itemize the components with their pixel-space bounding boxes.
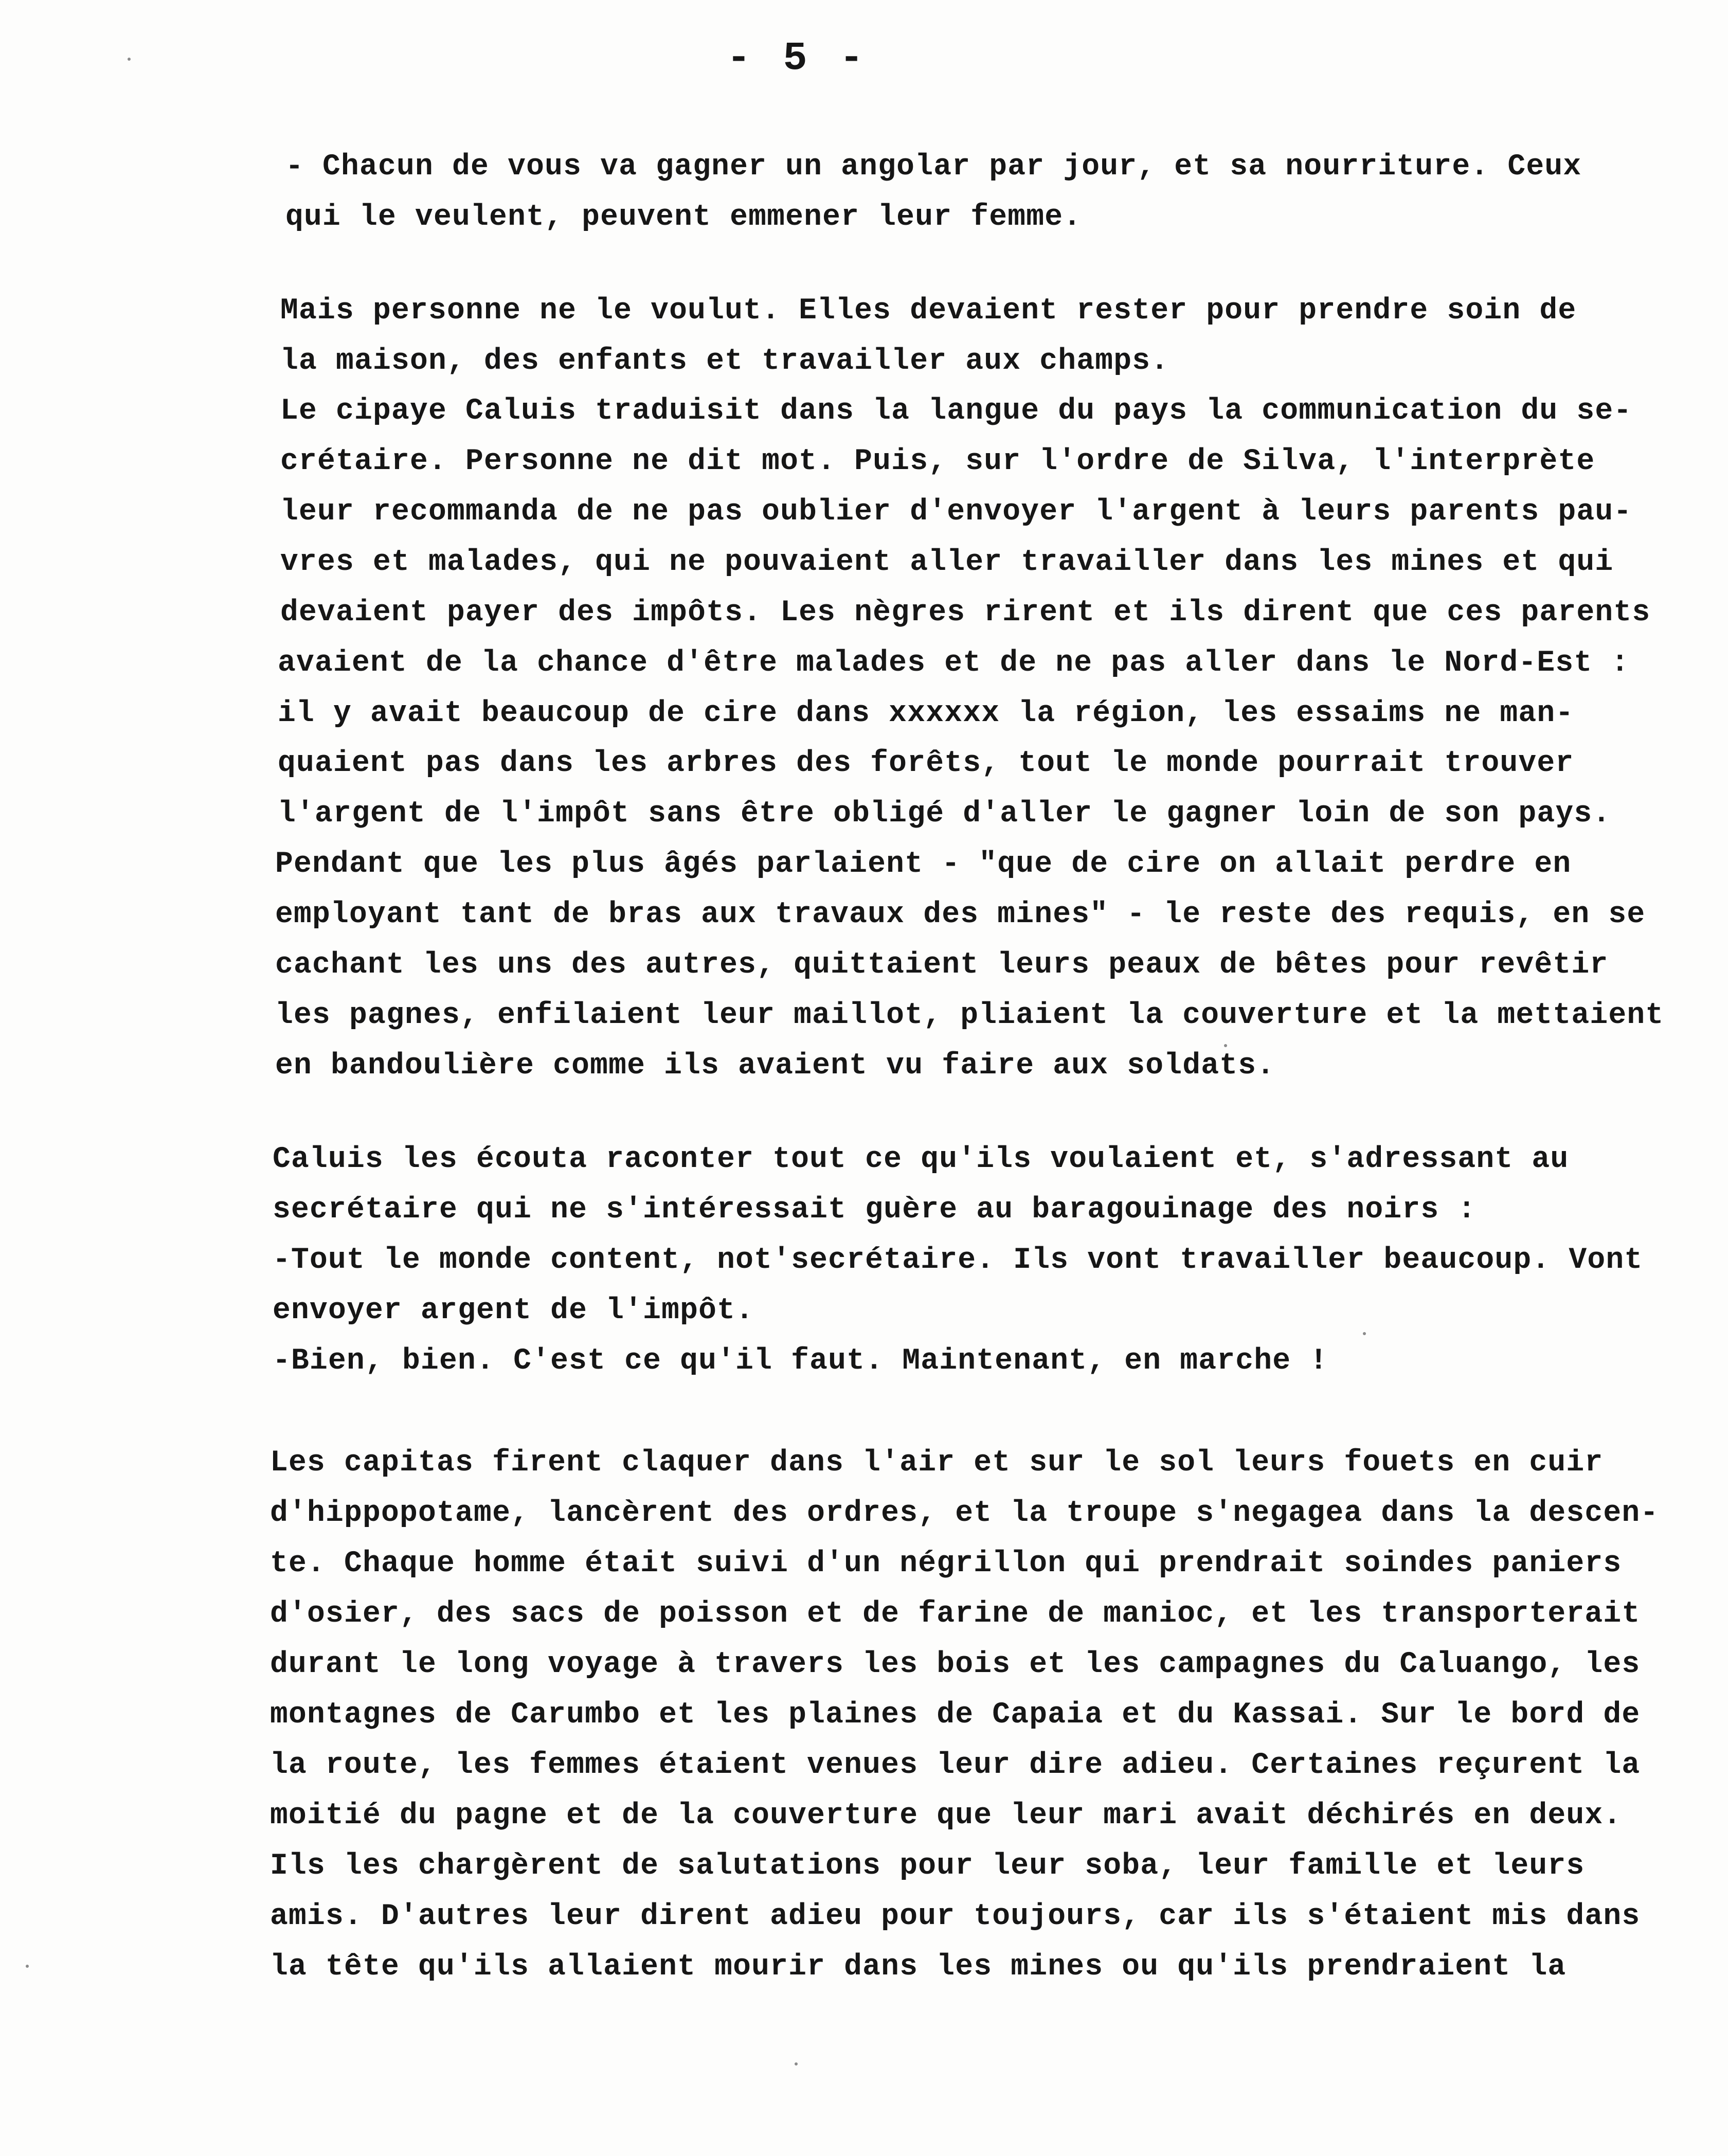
text-line: te. Chaque homme était suivi d'un négrillon qui prendrait soindes paniers (270, 1547, 1622, 1580)
text-line: Caluis les écouta raconter tout ce qu'ils voulaient et, s'adressant au (273, 1143, 1569, 1176)
text-line: Les capitas firent claquer dans l'air et sur le sol leurs fouets en cuir (270, 1446, 1604, 1480)
text-line: montagnes de Carumbo et les plaines de Capaia et du Kassai. Sur le bord de (270, 1698, 1641, 1732)
text-line: les pagnes, enfilaient leur maillot, pliaient la couverture et la mettaient (275, 999, 1664, 1032)
paper-speck (26, 1965, 29, 1968)
text-line: leur recommanda de ne pas oublier d'envoyer l'argent à leurs parents pau- (280, 495, 1632, 529)
text-line: Mais personne ne le voulut. Elles devaient rester pour prendre soin de (280, 294, 1577, 328)
text-line: la route, les femmes étaient venues leur dire adieu. Certaines reçurent la (270, 1749, 1641, 1782)
text-line: crétaire. Personne ne dit mot. Puis, sur l'ordre de Silva, l'interprète (280, 445, 1595, 478)
text-line: employant tant de bras aux travaux des mines" - le reste des requis, en se (275, 898, 1646, 931)
text-line: vres et malades, qui ne pouvaient aller travailler dans les mines et qui (280, 546, 1614, 579)
text-line: secrétaire qui ne s'intéressait guère au baragouinage des noirs : (273, 1193, 1477, 1227)
text-line: quaient pas dans les arbres des forêts, tout le monde pourrait trouver (278, 747, 1574, 780)
text-line: -Tout le monde content, not'secrétaire. Ils vont travailler beaucoup. Vont (273, 1244, 1643, 1277)
text-line: l'argent de l'impôt sans être obligé d'aller le gagner loin de son pays. (278, 797, 1611, 831)
text-line: devaient payer des impôts. Les nègres rirent et ils dirent que ces parents (280, 596, 1651, 630)
text-line: -Bien, bien. C'est ce qu'il faut. Maintenant, en marche ! (273, 1344, 1328, 1378)
text-line: avaient de la chance d'être malades et de ne pas aller dans le Nord-Est : (278, 646, 1630, 680)
text-line: il y avait beaucoup de cire dans xxxxxx la région, les essaims ne man- (278, 697, 1574, 730)
text-line: d'hippopotame, lancèrent des ordres, et la troupe s'negagea dans la descen- (270, 1497, 1659, 1530)
paper-speck (1224, 1044, 1227, 1047)
text-line: - Chacun de vous va gagner un angolar par jour, et sa nourriture. Ceux (285, 150, 1582, 184)
text-line: moitié du pagne et de la couverture que leur mari avait déchirés en deux. (270, 1799, 1622, 1832)
page-number: - 5 - (726, 36, 868, 81)
text-line: Le cipaye Caluis traduisit dans la langue du pays la communication du se- (280, 394, 1632, 428)
text-line: envoyer argent de l'impôt. (273, 1294, 754, 1327)
text-line: la tête qu'ils allaient mourir dans les mines ou qu'ils prendraient la (270, 1950, 1567, 1984)
text-line: d'osier, des sacs de poisson et de farine de manioc, et les transporterait (270, 1597, 1641, 1631)
paper-speck (1363, 1332, 1366, 1335)
text-line: durant le long voyage à travers les bois et les campagnes du Caluango, les (270, 1648, 1641, 1681)
text-line: Pendant que les plus âgés parlaient - "que de cire on allait perdre en (275, 848, 1572, 881)
paper-speck (795, 2062, 798, 2065)
text-line: cachant les uns des autres, quittaient leurs peaux de bêtes pour revêtir (275, 948, 1609, 982)
text-line: qui le veulent, peuvent emmener leur femme. (285, 201, 1082, 234)
text-line: Ils les chargèrent de salutations pour leur soba, leur famille et leurs (270, 1849, 1585, 1883)
text-line: amis. D'autres leur dirent adieu pour toujours, car ils s'étaient mis dans (270, 1900, 1641, 1933)
text-line: la maison, des enfants et travailler aux champs. (280, 345, 1169, 378)
text-line: en bandoulière comme ils avaient vu faire aux soldats. (275, 1049, 1275, 1083)
paper-speck (128, 58, 131, 61)
